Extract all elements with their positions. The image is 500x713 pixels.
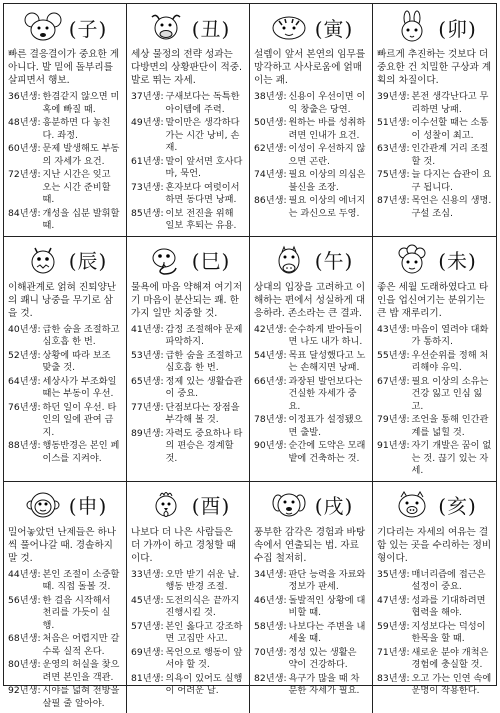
sign-cell-horse	[250, 237, 373, 482]
sign-title: (子)	[69, 13, 108, 42]
snake-icon	[146, 244, 186, 276]
sign-intro: 빠르게 추진하는 것보다 더 중요한 건 치밀한 구상과 계획의 차질이다.	[377, 48, 492, 87]
list-item: 92년생: 시야를 넓혀 전방을 살필 줄 알아야.	[8, 685, 122, 710]
sign-header	[377, 8, 492, 46]
list-item: 33년생: 오만 받기 쉬운 날. 행동 반경 조절.	[131, 569, 245, 594]
list-item: 88년생: 행동반경은 본인 페이스를 지켜야.	[8, 440, 122, 465]
sign-cell-pig	[373, 482, 496, 713]
sign-cell-ox	[127, 4, 250, 237]
list-item: 51년생: 이수선할 때는 소통이 성찰이 최고.	[377, 117, 492, 142]
list-item: 72년생: 지난 시간은 잊고 오는 시간 준비할 때.	[8, 169, 122, 207]
sign-title: (辰)	[69, 245, 108, 274]
sign-title: (未)	[438, 245, 477, 274]
sign-title: (巳)	[192, 245, 231, 274]
list-item: 73년생: 혼자보다 여럿이서 하면 동다면 낭패.	[131, 182, 245, 207]
list-item: 81년생: 의욕이 있어도 실행이 어려운 날.	[131, 673, 245, 698]
list-item: 54년생: 목표 달성했다고 노는 손해지면 낭패.	[254, 350, 368, 375]
list-item: 62년생: 이성이 우선하지 않으면 곤란.	[254, 143, 368, 168]
list-item: 44년생: 본인 조절이 소중할 때. 직접 돌볼 것.	[8, 569, 122, 594]
list-item: 48년생: 흥분하면 다 놓친다. 좌정.	[8, 117, 122, 142]
pig-icon	[392, 489, 432, 521]
sign-intro: 설렘이 앞서 본연의 임무를 망각하고 사사로움에 얽매이는 괘.	[254, 48, 368, 87]
list-item: 59년생: 지성보다는 덕성이 한목을 할 때.	[377, 621, 492, 646]
sign-cell-sheep	[373, 237, 496, 482]
list-item: 38년생: 신용이 우선이면 이익 창출은 당연.	[254, 91, 368, 116]
list-item: 47년생: 성과를 기대하려면 협력을 해야.	[377, 595, 492, 620]
sign-cell-dragon	[4, 237, 127, 482]
monkey-icon	[23, 489, 63, 521]
sign-header	[8, 8, 122, 46]
list-item: 63년생: 인간관계 거리 조절할 것.	[377, 143, 492, 168]
list-item: 66년생: 과장된 발언보다는 건실한 자세가 중요.	[254, 376, 368, 414]
list-item: 36년생: 한겸같지 않으면 미 혹에 빠질 때.	[8, 91, 122, 116]
tiger-icon	[269, 11, 309, 43]
sign-cell-rat	[4, 4, 127, 237]
sign-intro: 상대의 입장을 고려하고 이해하는 편에서 성실하게 대응하라. 존소라는 큰 결과.	[254, 281, 368, 320]
horse-icon	[269, 244, 309, 276]
list-item: 74년생: 필요 이상의 의심은 불신을 조장.	[254, 169, 368, 194]
dragon-icon	[23, 244, 63, 276]
list-item: 58년생: 나보다는 주변을 내세울 때.	[254, 621, 368, 646]
list-item: 78년생: 이정표가 설정됐으면 출발.	[254, 414, 368, 439]
sign-cell-monkey	[4, 482, 127, 713]
sign-header	[131, 8, 245, 46]
sign-header	[377, 241, 492, 279]
sign-header	[254, 241, 368, 279]
list-item: 77년생: 단점보다는 장점을 부각해 볼 것.	[131, 402, 245, 427]
sign-intro: 나보다 더 나은 사람들은 더 가까이 하고 경청할 때이다.	[131, 526, 245, 565]
list-item: 64년생: 세상사가 부조화일 때는 부동이 우선.	[8, 376, 122, 401]
list-item: 67년생: 필요 이상의 소유는 건강 잃고 인심 잃고.	[377, 376, 492, 414]
dog-icon	[269, 489, 309, 521]
list-item: 53년생: 급한 숨을 조절하고 심호흡 한 번.	[131, 350, 245, 375]
rabbit-icon	[392, 11, 432, 43]
list-item: 37년생: 구새보다는 독특한 아이템에 주력.	[131, 91, 245, 116]
list-item: 43년생: 마음이 열려야 대화가 통하지.	[377, 324, 492, 349]
sign-title: (卯)	[438, 13, 477, 42]
sheep-icon	[392, 244, 432, 276]
list-item: 79년생: 조언을 통해 인간관계를 넓힐 것.	[377, 414, 492, 439]
sign-intro: 빠른 결응결이가 중요한 게 아니다. 발 밑에 돌부리를 살피면서 행보.	[8, 48, 122, 87]
list-item: 70년생: 정성 있는 생활은 약이 건강하다.	[254, 647, 368, 672]
sign-header	[254, 8, 368, 46]
list-item: 85년생: 이보 전진을 위해 일보 후퇴는 유용.	[131, 208, 245, 233]
sign-title: (寅)	[315, 13, 354, 42]
list-item: 68년생: 처음은 어렵지만 갈수록 실적 온다.	[8, 633, 122, 658]
list-item: 34년생: 판단 능력을 자료와 정보가 판세.	[254, 569, 368, 594]
sign-cell-tiger	[250, 4, 373, 237]
sign-title: (酉)	[192, 490, 231, 519]
sign-cell-rabbit	[373, 4, 496, 237]
list-item: 90년생: 순간에 도약은 모래 밭에 건축하는 것.	[254, 440, 368, 465]
list-item: 49년생: 말이만은 생각하다가는 시간 낭비, 손재.	[131, 117, 245, 155]
list-item: 45년생: 도전의식은 끝까지 진행시킬 것.	[131, 595, 245, 620]
list-item: 40년생: 급한 숨을 조절하고 심호흡 한 번.	[8, 324, 122, 349]
list-item: 83년생: 오고 가는 인연 속에 운명이 작용한다.	[377, 673, 492, 698]
sign-header	[254, 486, 368, 524]
rat-icon	[23, 11, 63, 43]
list-item: 89년생: 자력도 중요하나 타의 편승은 경계할 것.	[131, 428, 245, 466]
list-item: 86년생: 필요 이상의 에너지는 과신으로 두영.	[254, 195, 368, 220]
sign-header	[8, 486, 122, 524]
list-item: 52년생: 상황에 따라 보조 맞출 것.	[8, 350, 122, 375]
sign-cell-snake	[127, 237, 250, 482]
sign-header	[377, 486, 492, 524]
list-item: 50년생: 원하는 바를 성취하려면 인내가 요건.	[254, 117, 368, 142]
list-item: 41년생: 감정 조절해야 문제 파악하지.	[131, 324, 245, 349]
sign-intro: 물욕에 마음 약해져 여기저기 마음이 분산되는 쾌. 한 가지 일만 치중할 것.	[131, 281, 245, 320]
ox-icon	[146, 11, 186, 43]
sign-intro: 좋은 세월 도래하였다고 타인을 업신여기는 분위기는 큰 밥 재루리기.	[377, 281, 492, 320]
list-item: 57년생: 본인 옳다고 강조하면 고집만 사고.	[131, 621, 245, 646]
sign-header	[8, 241, 122, 279]
list-item: 82년생: 욕구가 많을 때 차분한 자세가 필요.	[254, 673, 368, 698]
list-item: 39년생: 본전 생각난다고 무리하면 낭패.	[377, 91, 492, 116]
horoscope-grid	[3, 3, 497, 686]
sign-title: (申)	[69, 490, 108, 519]
list-item: 55년생: 우선순위를 정해 처리해야 유익.	[377, 350, 492, 375]
list-item: 75년생: 늘 다지는 습관이 요구 됩니다.	[377, 169, 492, 194]
sign-title: (丑)	[192, 13, 231, 42]
list-item: 65년생: 정제 있는 생활습관이 중요.	[131, 376, 245, 401]
list-item: 87년생: 목언은 신용의 생명. 구설 조심.	[377, 195, 492, 220]
list-item: 56년생: 한 걸음 시작해서 천리를 가듯이 실행.	[8, 595, 122, 633]
sign-intro: 풍부한 감각은 경험과 바탕 속에서 연출되는 법. 자료수집 철저히.	[254, 526, 368, 565]
list-item: 69년생: 목언으로 행동이 앞서야 할 것.	[131, 647, 245, 672]
list-item: 80년생: 운영의 허실을 찾으려면 본인을 객관.	[8, 659, 122, 684]
list-item: 84년생: 개성을 십분 발휘할 때.	[8, 208, 122, 233]
sign-intro: 이해관계로 얽혀 진퇴양난의 쾌니 낭중을 무기로 삼을 것.	[8, 281, 122, 320]
list-item: 46년생: 돌발적인 상황에 대비할 때.	[254, 595, 368, 620]
list-item: 60년생: 문제 발생해도 부동의 자세가 요건.	[8, 143, 122, 168]
sign-cell-rooster	[127, 482, 250, 713]
list-item: 35년생: 매너리즘에 접근은 설정이 중요.	[377, 569, 492, 594]
sign-header	[131, 241, 245, 279]
sign-header	[131, 486, 245, 524]
sign-intro: 기다리는 자세의 여유는 결함 있는 곳을 수리하는 정비형이다.	[377, 526, 492, 565]
rooster-icon	[146, 489, 186, 521]
sign-intro: 세상 물정의 전략 성과는 다방면의 상황판단이 적중. 발로 뛰는 자세.	[131, 48, 245, 87]
list-item: 76년생: 하던 일이 우선. 타인의 일에 관여 금지.	[8, 402, 122, 440]
list-item: 71년생: 새로운 분야 개척은 경험에 충실할 것.	[377, 647, 492, 672]
list-item: 61년생: 말이 앞서면 호사다마, 묵언.	[131, 156, 245, 181]
sign-intro: 밀어놓았던 난제들은 하나씩 풀어나갈 때. 경솔하지 말 것.	[8, 526, 122, 565]
sign-title: (亥)	[438, 490, 477, 519]
list-item: 91년생: 자기 개발은 꿈이 없는 것. 끊기 있는 자세.	[377, 440, 492, 478]
sign-title: (戌)	[315, 490, 354, 519]
list-item: 42년생: 순수하게 받아들이면 나도 내가 하니.	[254, 324, 368, 349]
sign-cell-dog	[250, 482, 373, 713]
sign-title: (午)	[315, 245, 354, 274]
